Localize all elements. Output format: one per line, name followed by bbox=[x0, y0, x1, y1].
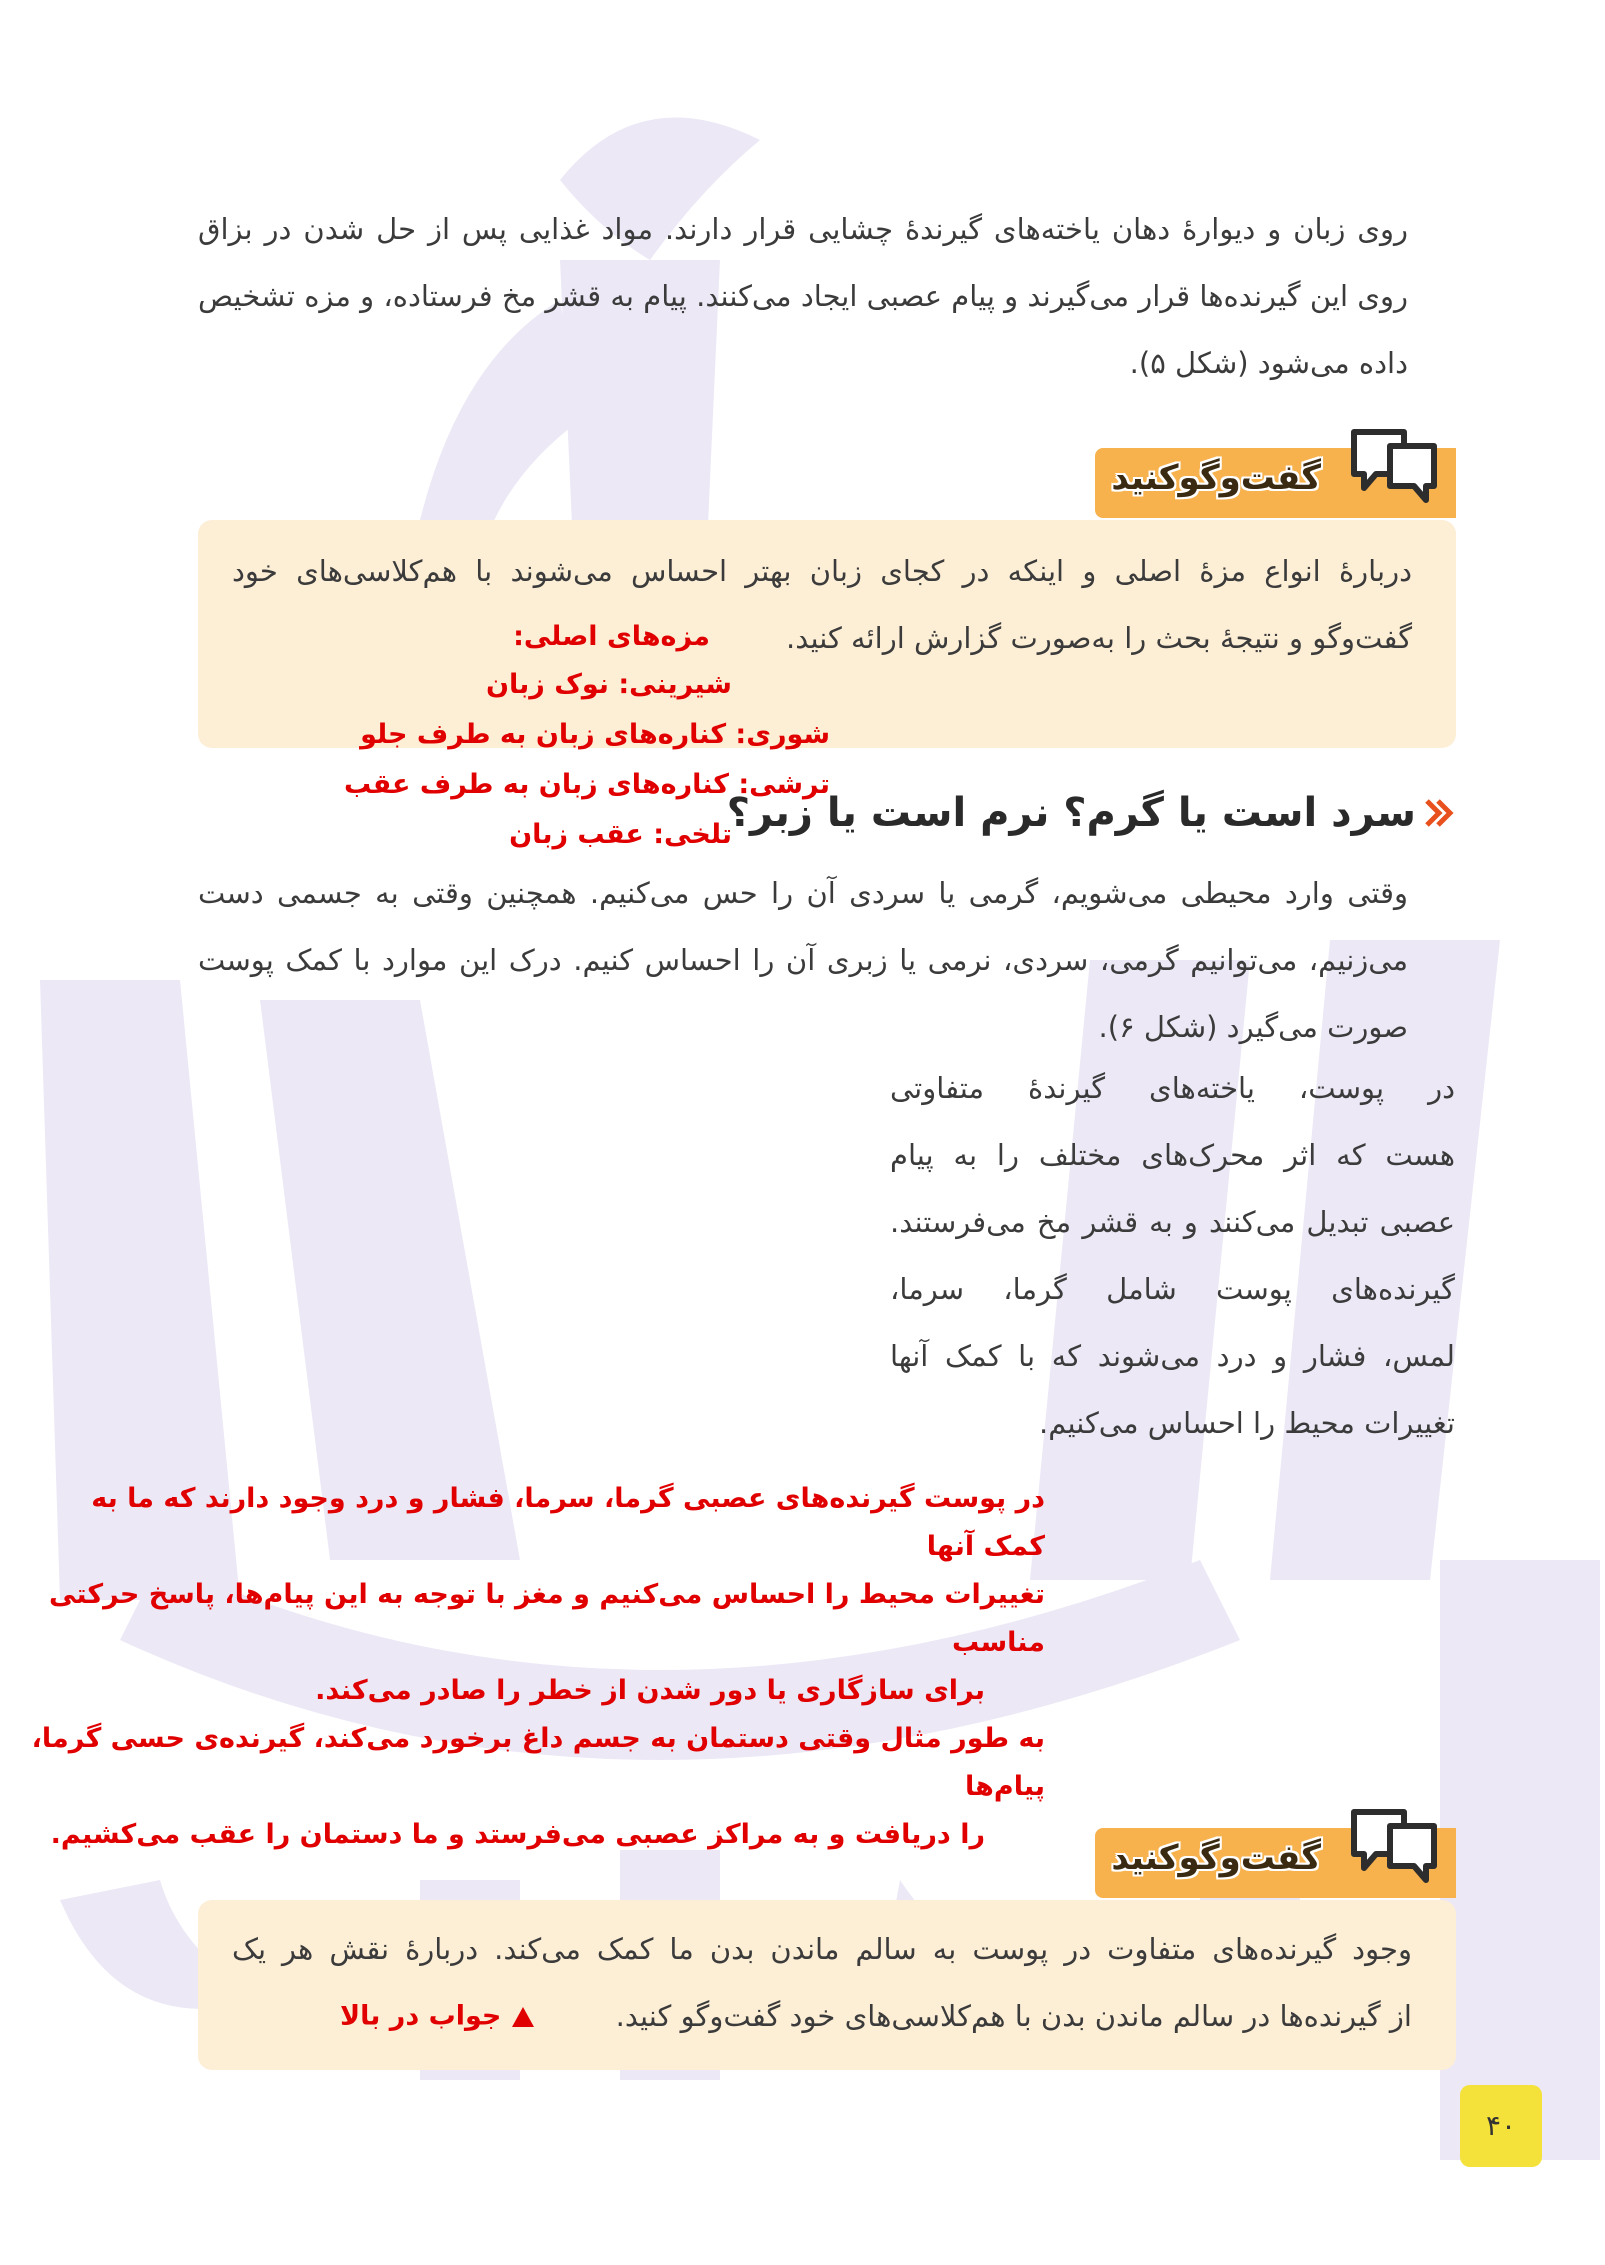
narrow-line: تغییرات محیط را احساس می‌کنیم. bbox=[1038, 1406, 1455, 1440]
intro-line: روی این گیرنده‌ها قرار می‌گیرند و پیام عصبی ایجاد می‌کنند. پیام به قشر مخ فرستاده، و مزه تشخیص bbox=[198, 279, 1408, 313]
answer-line: تلخی: عقب زبان bbox=[509, 819, 732, 850]
narrow-line: لمس، فشار و درد می‌شوند که با کمک آنها bbox=[890, 1339, 1455, 1373]
section-line: می‌زنیم، می‌توانیم گرمی، سردی، نرمی یا زبری آن را احساس کنیم. درک این موارد با کمک پوست bbox=[198, 943, 1408, 977]
narrow-line: هست که اثر محرک‌های مختلف را به پیام bbox=[890, 1138, 1455, 1172]
note-line: را دریافت و به مراکز عصبی می‌فرستد و ما دستمان را عقب می‌کشیم. bbox=[50, 1819, 985, 1850]
answer-line: شوری: کناره‌های زبان به طرف جلو bbox=[360, 719, 830, 750]
intro-paragraph bbox=[198, 196, 1408, 397]
double-chevron-icon bbox=[1421, 796, 1455, 830]
section-heading-text: سرد است یا گرم؟ نرم است یا زبر؟ bbox=[726, 790, 1416, 836]
note-line: در پوست گیرنده‌های عصبی گرما، سرما، فشار و درد وجود دارند که ما به کمک آنها bbox=[91, 1483, 1045, 1562]
discussion-title-tab bbox=[1095, 448, 1456, 518]
answer-line: شیرینی: نوک زبان bbox=[485, 669, 732, 700]
discussion-title: گفت‌وگوکنید bbox=[1111, 1838, 1321, 1878]
answer-line: ترشی: کناره‌های زبان به طرف عقب bbox=[344, 769, 830, 800]
narrow-line: عصبی تبدیل می‌کنند و به قشر مخ می‌فرستند. bbox=[890, 1205, 1455, 1239]
speech-bubbles-icon bbox=[1346, 1804, 1442, 1894]
discussion-line: وجود گیرنده‌های متفاوت در پوست به سالم ماندن بدن ما کمک می‌کند. دربارهٔ نقش هر یک bbox=[232, 1932, 1412, 1966]
discussion-line: از گیرنده‌ها در سالم ماندن بدن با هم‌کلاسی‌های خود گفت‌وگو کنید. bbox=[615, 1999, 1412, 2033]
discussion-line: گفت‌وگو و نتیجهٔ بحث را به‌صورت گزارش ارائه کنید. bbox=[786, 621, 1412, 655]
page-number: ۴۰ bbox=[1460, 2085, 1542, 2167]
discussion-text bbox=[232, 538, 1412, 672]
section-paragraph bbox=[198, 860, 1408, 1061]
intro-line: داده می‌شود (شکل ۵). bbox=[1129, 346, 1408, 380]
answer-reference bbox=[340, 1996, 536, 2037]
narrow-line: گیرنده‌های پوست شامل گرما، سرما، bbox=[890, 1272, 1455, 1306]
answer-reference-text: جواب در بالا bbox=[340, 2000, 502, 2032]
intro-line: روی زبان و دیوارهٔ دهان یاخته‌های گیرندهٔ چشایی قرار دارند. مواد غذایی پس از حل شدن در بزاق bbox=[198, 212, 1408, 246]
answer-note bbox=[30, 1475, 1045, 1859]
narrow-line: در پوست، یاخته‌های گیرندهٔ متفاوتی bbox=[890, 1071, 1455, 1105]
answer-line: مزه‌های اصلی: bbox=[513, 621, 710, 652]
note-line: برای سازگاری یا دور شدن از خطر را صادر می‌کند. bbox=[315, 1675, 985, 1706]
speech-bubbles-icon bbox=[1346, 424, 1442, 514]
discussion-title: گفت‌وگوکنید bbox=[1111, 458, 1321, 498]
triangle-icon bbox=[510, 2005, 536, 2029]
discussion-line: دربارهٔ انواع مزهٔ اصلی و اینکه در کجای زبان بهتر احساس می‌شوند با هم‌کلاسی‌های خود bbox=[232, 554, 1412, 588]
discussion-title-tab bbox=[1095, 1828, 1456, 1898]
section-heading bbox=[727, 790, 1455, 836]
skin-receptors-paragraph bbox=[890, 1055, 1455, 1457]
section-line: صورت می‌گیرد (شکل ۶). bbox=[1098, 1010, 1408, 1044]
note-line: به طور مثال وقتی دستمان به جسم داغ برخورد می‌کند، گیرنده‌ی حسی گرما، پیام‌ها bbox=[31, 1723, 1045, 1802]
section-line: وقتی وارد محیطی می‌شویم، گرمی یا سردی آن را حس می‌کنیم. همچنین وقتی به جسمی دست bbox=[198, 876, 1408, 910]
note-line: تغییرات محیط را احساس می‌کنیم و مغز با توجه به این پیام‌ها، پاسخ حرکتی مناسب bbox=[49, 1579, 1045, 1658]
